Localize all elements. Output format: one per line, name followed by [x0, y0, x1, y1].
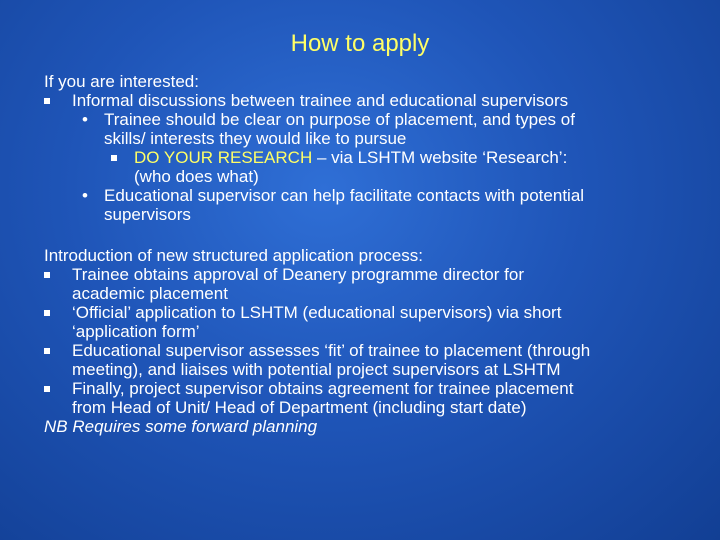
section2-item2-line1: ‘Official’ application to LSHTM (educational supervisors) via short	[44, 303, 684, 322]
section1-intro: If you are interested:	[44, 72, 199, 91]
slide-content	[44, 72, 684, 436]
section-gap	[44, 224, 684, 246]
section2-item3-line2: meeting), and liaises with potential project supervisors at LSHTM	[72, 360, 561, 379]
sub1-line1-text: Trainee should be clear on purpose of placement, and types of	[104, 110, 575, 129]
section1-point1: Informal discussions between trainee and educational supervisors	[44, 91, 684, 110]
section2-item4-line1: Finally, project supervisor obtains agreement for trainee placement	[44, 379, 684, 398]
section1-sub1-line2: skills/ interests they would like to pursue	[104, 129, 407, 148]
research-highlight: DO YOUR RESEARCH	[134, 148, 313, 167]
section1-subsub-line2: (who does what)	[134, 167, 259, 186]
section2-intro: Introduction of new structured application process:	[44, 246, 423, 265]
section2-item2-line2: ‘application form’	[72, 322, 200, 341]
bullet-dot-icon: •	[82, 186, 88, 205]
section2-item1-line2: academic placement	[72, 284, 228, 303]
section1-sub2-line1	[44, 186, 684, 205]
research-rest: – via LSHTM website ‘Research’:	[312, 148, 568, 167]
slide-title: How to apply	[290, 30, 430, 57]
section2-item1-line1: Trainee obtains approval of Deanery programme director for	[44, 265, 684, 284]
section1-sub2-line2: supervisors	[104, 205, 191, 224]
section1-subsub-line1	[44, 148, 684, 167]
section2-item3-line1: Educational supervisor assesses ‘fit’ of trainee to placement (through	[44, 341, 684, 360]
sub2-line1-text: Educational supervisor can help facilitate contacts with potential	[104, 186, 585, 205]
section1-sub1-line1	[44, 110, 684, 129]
section2-item4-line2: from Head of Unit/ Head of Department (including start date)	[72, 398, 527, 417]
bullet-dot-icon: •	[82, 110, 88, 129]
section2-note: NB Requires some forward planning	[44, 417, 318, 436]
